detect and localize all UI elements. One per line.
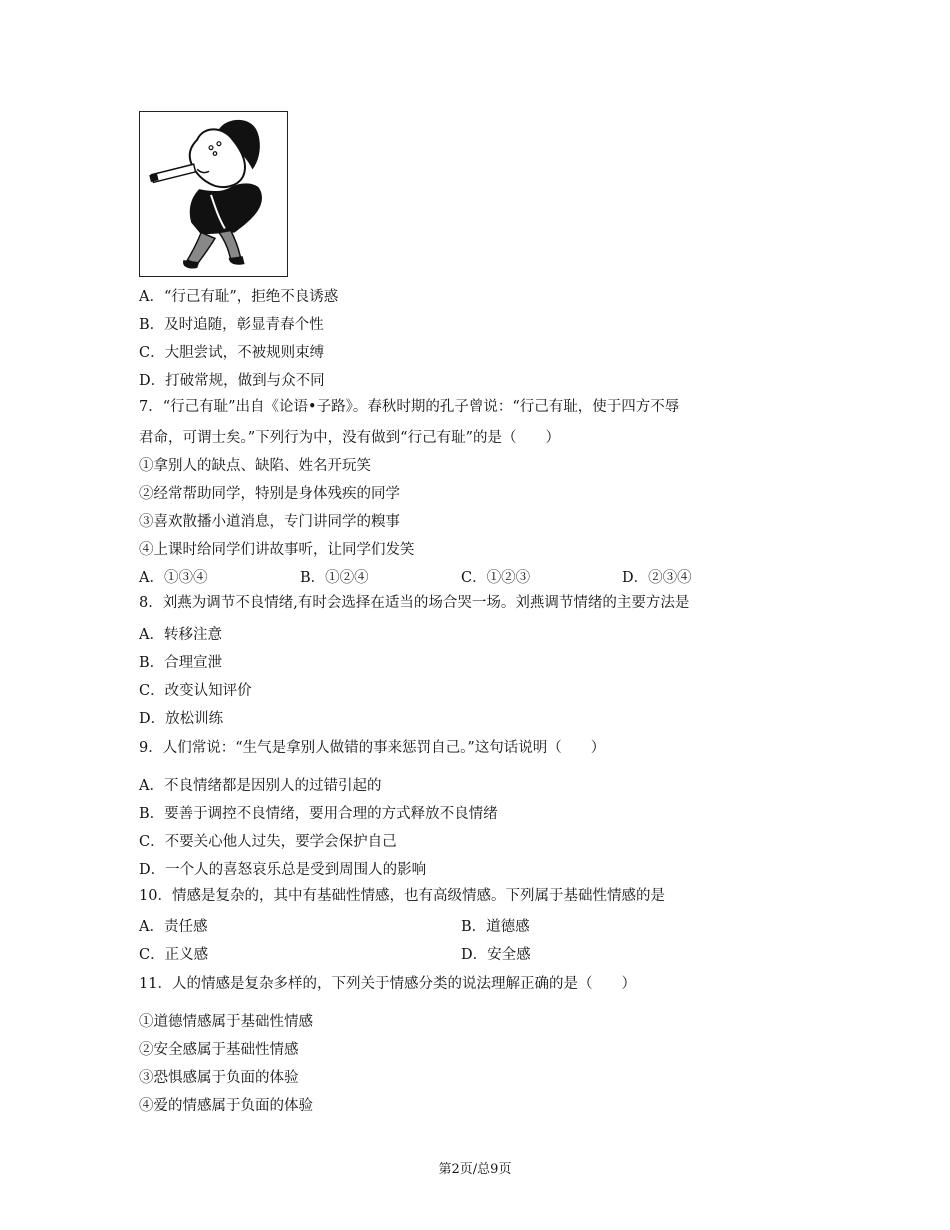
q11-item-1: ①道德情感属于基础性情感: [139, 1014, 313, 1030]
q10-option-c: C．正义感: [139, 947, 209, 963]
q6-option-b: B．及时追随，彰显青春个性: [139, 317, 324, 333]
q8-option-c: C．改变认知评价: [139, 683, 252, 699]
q11-stem: 11．人的情感是复杂多样的，下列关于情感分类的说法理解正确的是（ ）: [139, 976, 636, 992]
cartoon-smoking-boy-image: [139, 111, 288, 277]
q10-option-a: A．责任感: [139, 919, 208, 935]
q9-option-d: D．一个人的喜怒哀乐总是受到周围人的影响: [139, 862, 427, 878]
q9-option-c: C．不要关心他人过失，要学会保护自己: [139, 834, 397, 850]
q9-stem: 9．人们常说：“生气是拿别人做错的事来惩罚自己。”这句话说明（ ）: [139, 740, 606, 756]
q7-item-4: ④上课时给同学们讲故事听，让同学们发笑: [139, 542, 415, 558]
page-footer: 第2页/总9页: [438, 1162, 512, 1177]
q8-stem: 8．刘燕为调节不良情绪,有时会选择在适当的场合哭一场。刘燕调节情绪的主要方法是: [139, 595, 690, 611]
q10-option-b: B．道德感: [461, 919, 530, 935]
q9-option-b: B．要善于调控不良情绪，要用合理的方式释放不良情绪: [139, 806, 498, 822]
q6-option-d: D．打破常规，做到与众不同: [139, 373, 325, 389]
q7-item-2: ②经常帮助同学，特别是身体残疾的同学: [139, 486, 400, 502]
q7-option-a: A．①③④: [139, 570, 208, 586]
q7-option-d: D．②③④: [622, 570, 692, 586]
q6-option-a: A．“行己有耻”，拒绝不良诱惑: [139, 289, 339, 305]
q7-stem-line1: 7．“行己有耻”出自《论语•子路》。春秋时期的孔子曾说：“行己有耻，使于四方不辱: [139, 399, 680, 415]
q7-option-b: B．①②④: [300, 570, 369, 586]
q7-item-3: ③喜欢散播小道消息，专门讲同学的糗事: [139, 514, 400, 530]
q7-option-c: C．①②③: [461, 570, 531, 586]
q9-option-a: A．不良情绪都是因别人的过错引起的: [139, 778, 382, 794]
q8-option-a: A．转移注意: [139, 627, 222, 643]
q10-option-d: D．安全感: [461, 947, 531, 963]
q8-option-d: D．放松训练: [139, 711, 224, 727]
q11-item-3: ③恐惧感属于负面的体验: [139, 1070, 299, 1086]
q10-stem: 10．情感是复杂的，其中有基础性情感，也有高级情感。下列属于基础性情感的是: [139, 888, 665, 904]
q11-item-2: ②安全感属于基础性情感: [139, 1042, 299, 1058]
q6-option-c: C．大胆尝试，不被规则束缚: [139, 345, 325, 361]
q8-option-b: B．合理宣泄: [139, 655, 223, 671]
q11-item-4: ④爱的情感属于负面的体验: [139, 1098, 313, 1114]
q7-item-1: ①拿别人的缺点、缺陷、姓名开玩笑: [139, 458, 371, 474]
q7-stem-line2: 君命，可谓士矣。”下列行为中，没有做到“行己有耻”的是（ ）: [139, 430, 560, 446]
cartoon-smoking-boy-icon: [140, 112, 287, 276]
